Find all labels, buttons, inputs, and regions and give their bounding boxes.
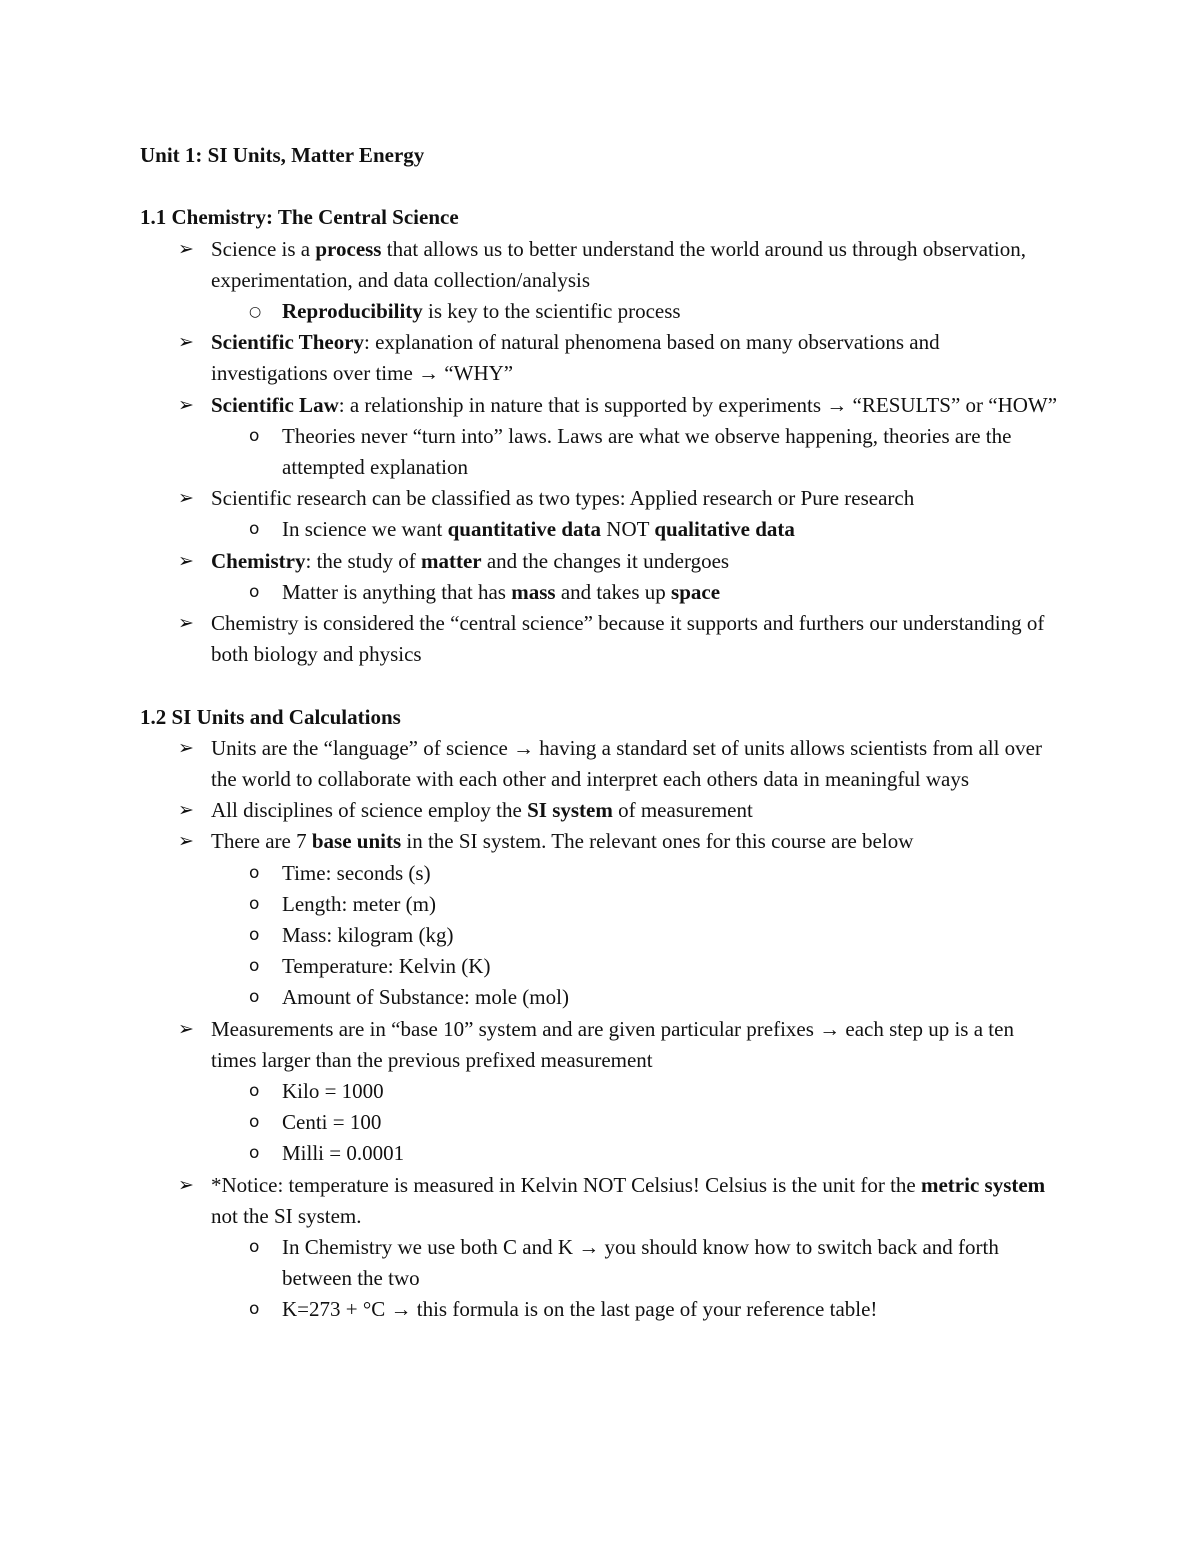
circle-bullet-icon: o xyxy=(249,519,260,540)
bullet-item xyxy=(140,795,1060,826)
sub-bullet-item xyxy=(140,1076,1060,1107)
sub-bullet-item xyxy=(140,889,1060,920)
text-run: : the study of xyxy=(305,548,421,573)
text-run: Scientific research can be classified as two types: Applied research or Pure research xyxy=(211,486,915,511)
text-run: Time: seconds (s) xyxy=(282,860,431,885)
bold-term: SI system xyxy=(527,798,613,823)
bullet-item xyxy=(140,483,1060,514)
text-run: of measurement xyxy=(612,798,753,823)
text-run: is key to the scientific process xyxy=(422,299,681,323)
text-run: All disciplines of science employ the xyxy=(211,798,528,823)
section-1-1 xyxy=(140,202,1060,670)
spacer xyxy=(140,171,1060,202)
circle-bullet-icon: o xyxy=(249,1237,260,1258)
text-run: not the SI system. xyxy=(211,1203,362,1228)
sub-bullet-item xyxy=(140,514,1060,545)
circle-bullet-icon: o xyxy=(249,987,260,1008)
arrow-bullet-icon: ➢ xyxy=(178,331,194,354)
text-run: Science is a xyxy=(211,236,316,261)
section-heading: 1.2 SI Units and Calculations xyxy=(140,704,401,729)
bullet-item xyxy=(140,327,1060,389)
text-run: Milli = 0.0001 xyxy=(282,1141,405,1166)
bullet-item xyxy=(140,733,1060,795)
text-run: and takes up xyxy=(555,579,672,604)
bullet-item xyxy=(140,546,1060,577)
arrow-bullet-icon: ➢ xyxy=(178,549,194,572)
arrow-bullet-icon: ➢ xyxy=(178,237,194,260)
text-run: that allows us to better understand the world around us through observation, experimentation, and data collection/analysis xyxy=(211,236,1026,292)
arrow-bullet-icon: ➢ xyxy=(178,487,194,510)
sub-bullet-item xyxy=(140,1232,1060,1294)
arrow-bullet-icon: ➢ xyxy=(178,830,194,853)
document-page xyxy=(140,140,1060,1326)
text-run: Theories never “turn into” laws. Laws are what we observe happening, theories are the attempted explanation xyxy=(282,423,1012,480)
arrow-bullet-icon: ➢ xyxy=(178,736,194,759)
text-run: Temperature: Kelvin (K) xyxy=(282,954,491,979)
bullet-item xyxy=(140,826,1060,857)
circle-bullet-icon: o xyxy=(249,956,260,977)
sub-bullet-item xyxy=(140,577,1060,608)
arrow-bullet-icon: ➢ xyxy=(178,612,194,635)
text-run: In Chemistry we use both C and K → you should know how to switch back and forth between the two xyxy=(282,1235,999,1291)
text-run: Matter is anything that has xyxy=(282,579,512,604)
sub-bullet-item xyxy=(140,920,1060,951)
arrow-bullet-icon: ➢ xyxy=(178,393,194,416)
text-run: : explanation of natural phenomena based on many observations and investigations over time → “WHY” xyxy=(211,330,940,386)
circle-bullet-icon: o xyxy=(249,925,260,946)
bullet-item xyxy=(140,1170,1060,1232)
sub-bullet-item xyxy=(140,982,1060,1013)
arrow-bullet-icon: ➢ xyxy=(178,1017,194,1040)
text-run: There are 7 xyxy=(211,829,312,854)
circle-bullet-icon: o xyxy=(249,1081,260,1102)
bold-term: mass xyxy=(511,579,556,604)
text-run: Length: meter (m) xyxy=(282,891,436,916)
text-run: in the SI system. The relevant ones for this course are below xyxy=(401,829,914,854)
sub-bullet-item xyxy=(140,1138,1060,1169)
sub-bullet-item xyxy=(140,421,1060,483)
bullet-item xyxy=(140,1014,1060,1076)
circle-bullet-icon: o xyxy=(249,862,260,883)
arrow-bullet-icon: ➢ xyxy=(178,1173,194,1196)
circle-bullet-icon: o xyxy=(249,893,260,914)
bold-term: quantitative data xyxy=(447,517,602,542)
circle-bullet-icon: o xyxy=(249,1112,260,1133)
sub-bullet-item xyxy=(140,1107,1060,1138)
bold-term: metric system xyxy=(920,1172,1046,1197)
circle-bullet-icon: o xyxy=(249,581,260,602)
bold-term: Scientific Law xyxy=(211,392,339,417)
bold-term: space xyxy=(671,579,721,604)
arrow-bullet-icon: ➢ xyxy=(178,799,194,822)
bold-term: matter xyxy=(420,548,482,573)
text-run: In science we want xyxy=(282,517,448,542)
bullet-item xyxy=(140,608,1060,670)
circle-bullet-icon: o xyxy=(249,425,260,446)
text-run: and the changes it undergoes xyxy=(481,548,730,573)
spacer xyxy=(140,670,1060,701)
bold-term: qualitative data xyxy=(654,517,795,542)
bold-term: Chemistry xyxy=(211,548,306,573)
hollow-circle-bullet-icon: ○ xyxy=(249,304,262,320)
document-title: Unit 1: SI Units, Matter Energy xyxy=(140,143,425,167)
text-run: Mass: kilogram (kg) xyxy=(282,923,454,948)
sub-bullet-item xyxy=(140,951,1060,982)
sub-bullet-item xyxy=(140,296,1060,327)
bullet-item xyxy=(140,234,1060,296)
text-run: Kilo = 1000 xyxy=(282,1079,384,1104)
text-run: Units are the “language” of science → having a standard set of units allows scientists from all over the world to collaborate with each other and interpret each others data in meaningful ways xyxy=(211,735,1042,792)
bold-term: base units xyxy=(311,829,402,854)
circle-bullet-icon: o xyxy=(249,1299,260,1320)
bold-term: Scientific Theory xyxy=(211,330,365,355)
text-run: Centi = 100 xyxy=(282,1110,382,1135)
text-run: Measurements are in “base 10” system and are given particular prefixes → each step up is a ten times larger than the previous prefixed measurement xyxy=(211,1016,1014,1072)
section-1-2 xyxy=(140,702,1060,1326)
circle-bullet-icon: o xyxy=(249,1143,260,1164)
text-run: Chemistry is considered the “central science” because it supports and furthers our understanding of both biology and physics xyxy=(211,611,1045,667)
bullet-item xyxy=(140,390,1060,421)
text-run: : a relationship in nature that is supported by experiments → “RESULTS” or “HOW” xyxy=(338,392,1058,417)
text-run: K=273 + °C → this formula is on the last page of your reference table! xyxy=(282,1297,878,1322)
sub-bullet-item xyxy=(140,1294,1060,1325)
text-run: Amount of Substance: mole (mol) xyxy=(282,985,569,1010)
sub-bullet-item xyxy=(140,858,1060,889)
bold-term: process xyxy=(315,236,382,261)
section-heading: 1.1 Chemistry: The Central Science xyxy=(140,205,459,230)
text-run: NOT xyxy=(601,517,655,542)
bold-term: Reproducibility xyxy=(282,299,423,323)
text-run: *Notice: temperature is measured in Kelvin NOT Celsius! Celsius is the unit for the xyxy=(211,1172,921,1197)
